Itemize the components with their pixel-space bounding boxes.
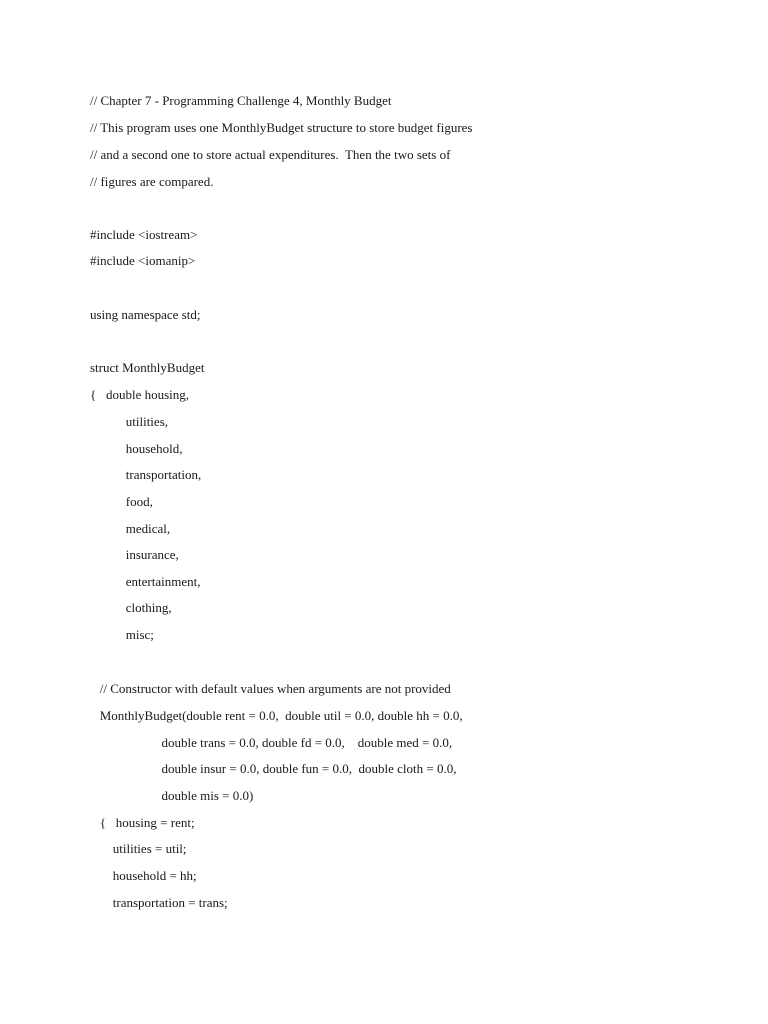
code-line: // Chapter 7 - Programming Challenge 4, Monthly Budget — [90, 93, 392, 108]
code-line: // Constructor with default values when arguments are not provided — [90, 681, 451, 696]
code-line: misc; — [90, 627, 154, 642]
code-line: double insur = 0.0, double fun = 0.0, double cloth = 0.0, — [90, 761, 457, 776]
code-line: insurance, — [90, 547, 179, 562]
code-line: struct MonthlyBudget — [90, 360, 205, 375]
code-line: using namespace std; — [90, 307, 201, 322]
code-line: // and a second one to store actual expenditures. Then the two sets of — [90, 147, 451, 162]
code-line: entertainment, — [90, 574, 201, 589]
code-line: { housing = rent; — [90, 815, 195, 830]
code-line: transportation, — [90, 467, 202, 482]
code-line: { double housing, — [90, 387, 190, 402]
code-line: utilities, — [90, 414, 168, 429]
code-line: food, — [90, 494, 153, 509]
code-line: double trans = 0.0, double fd = 0.0, double med = 0.0, — [90, 735, 453, 750]
code-line: medical, — [90, 521, 171, 536]
code-line: // figures are compared. — [90, 174, 214, 189]
code-line: // This program uses one MonthlyBudget structure to store budget figures — [90, 120, 473, 135]
code-line: household, — [90, 441, 183, 456]
code-line: household = hh; — [90, 868, 197, 883]
code-line: utilities = util; — [90, 841, 187, 856]
code-line: #include <iostream> — [90, 227, 198, 242]
code-line: transportation = trans; — [90, 895, 228, 910]
code-line: MonthlyBudget(double rent = 0.0, double util = 0.0, double hh = 0.0, — [90, 708, 463, 723]
code-line: clothing, — [90, 600, 172, 615]
code-line: double mis = 0.0) — [90, 788, 254, 803]
code-line: #include <iomanip> — [90, 253, 196, 268]
